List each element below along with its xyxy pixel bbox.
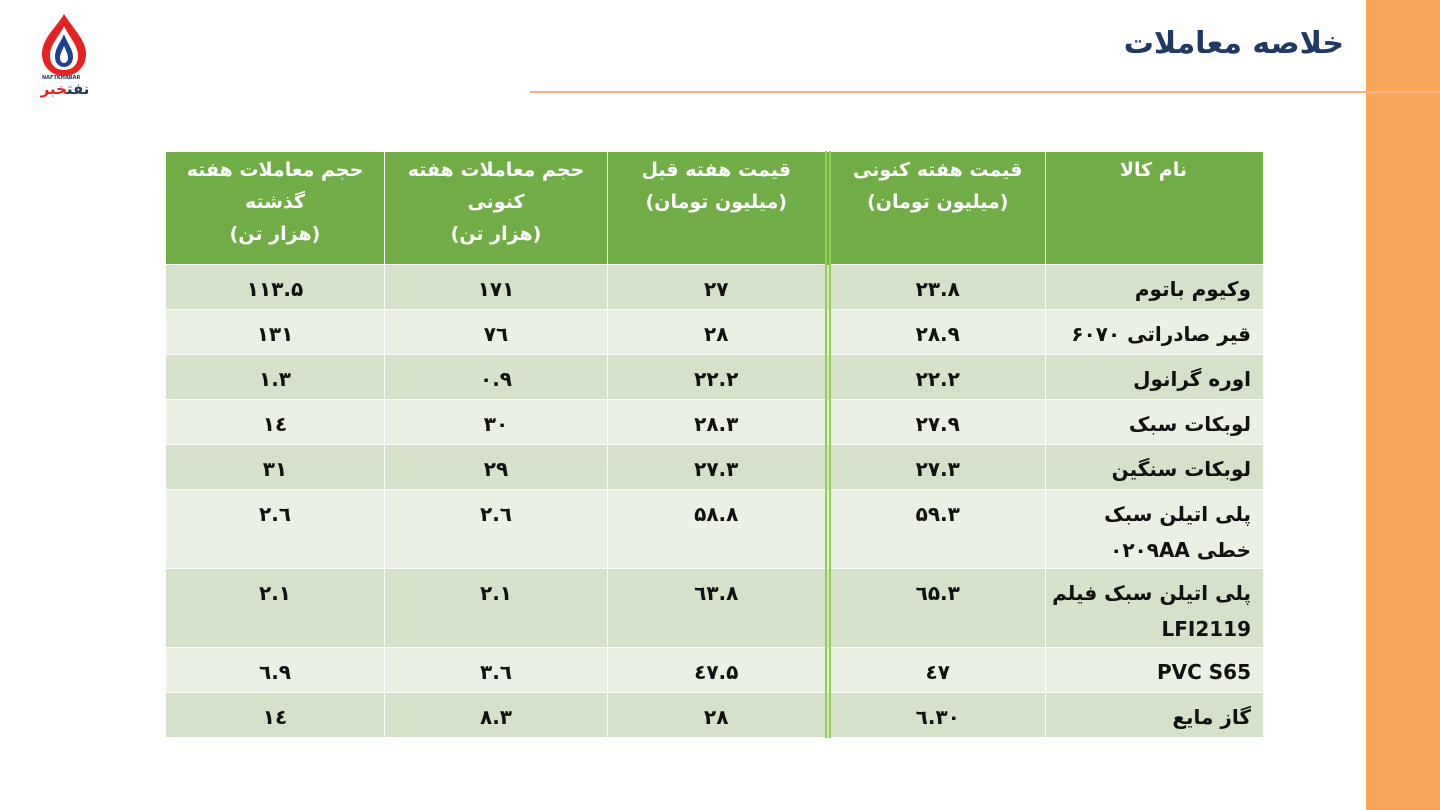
cell-volume-current: ٦.۲ — [385, 490, 608, 569]
logo-text-part1: نفت — [66, 80, 90, 98]
cell-volume-previous: ۱٤ — [166, 693, 385, 738]
header-line: کنونی — [467, 191, 525, 213]
cell-volume-previous: ۲.۱ — [166, 569, 385, 648]
cell-volume-current: ۳۰ — [385, 400, 608, 445]
table-row — [166, 445, 1264, 490]
cell-product-name: پلی اتیلن سبک خطی ۰۲۰۹AA — [1046, 490, 1264, 569]
table-row — [166, 693, 1264, 738]
accent-side-bar — [1366, 0, 1440, 810]
logo-text-part2: خبر — [40, 80, 67, 98]
cell-product-name: پلی اتیلن سبک فیلم LFI2119 — [1046, 569, 1264, 648]
header-line: (میلیون تومان) — [867, 191, 1009, 213]
flame-icon — [34, 12, 98, 78]
cell-volume-current: ٦.۳ — [385, 648, 608, 693]
cell-price-previous: ۵۸.۸ — [608, 490, 828, 569]
table-row — [166, 400, 1264, 445]
cell-price-current: ۲۷.۳ — [828, 445, 1046, 490]
cell-product-name: قیر صادراتی ۶۰۷۰ — [1046, 310, 1264, 355]
cell-product-name: گاز مایع — [1046, 693, 1264, 738]
table-row — [166, 355, 1264, 400]
cell-volume-current: ۱۷۱ — [385, 265, 608, 310]
header-line: (هزار تن) — [450, 223, 542, 245]
cell-product-name: PVC S65 — [1046, 648, 1264, 693]
header-line: حجم معاملات هفته — [186, 159, 364, 181]
cell-volume-previous: ۳۱ — [166, 445, 385, 490]
cell-price-previous: ۲۲.۲ — [608, 355, 828, 400]
cell-volume-previous: ۱.۳ — [166, 355, 385, 400]
cell-price-previous: ۲۷.۳ — [608, 445, 828, 490]
cell-product-name: لوبکات سبک — [1046, 400, 1264, 445]
header-line: (هزار تن) — [229, 223, 321, 245]
cell-volume-current: ۲۹ — [385, 445, 608, 490]
cell-volume-previous: ۹.٦ — [166, 648, 385, 693]
cell-price-previous: ۲۸ — [608, 310, 828, 355]
cell-price-current: ٦۵.۳ — [828, 569, 1046, 648]
cell-price-current: ۲۳.۸ — [828, 265, 1046, 310]
cell-product-name: وکیوم باتوم — [1046, 265, 1264, 310]
cell-price-current: ٤۷ — [828, 648, 1046, 693]
table-row — [166, 569, 1264, 648]
cell-volume-previous: ٦.۲ — [166, 490, 385, 569]
cell-price-current: ۳۰.٦ — [828, 693, 1046, 738]
cell-volume-current: ۲.۱ — [385, 569, 608, 648]
cell-product-name: لوبکات سنگین — [1046, 445, 1264, 490]
header-product-name — [1046, 152, 1264, 265]
logo-text — [30, 80, 100, 98]
cell-price-current: ۵۹.۳ — [828, 490, 1046, 569]
title-divider — [530, 91, 1440, 93]
header-line: حجم معاملات هفته — [407, 159, 585, 181]
cell-price-current: ۲۸.۹ — [828, 310, 1046, 355]
header-line: (میلیون تومان) — [645, 191, 787, 213]
cell-volume-current: ۷٦ — [385, 310, 608, 355]
cell-volume-previous: ۱۳۱ — [166, 310, 385, 355]
cell-price-previous: ٦۳.۸ — [608, 569, 828, 648]
cell-price-previous: ۲۸ — [608, 693, 828, 738]
cell-price-current: ۲۷.۹ — [828, 400, 1046, 445]
header-line: قیمت هفته قبل — [641, 159, 792, 181]
header-line: نام کالا — [1119, 159, 1187, 181]
table-row — [166, 265, 1264, 310]
header-price-current — [828, 152, 1046, 265]
cell-volume-previous: ۱۱۳.۵ — [166, 265, 385, 310]
header-volume-previous — [166, 152, 385, 265]
cell-volume-previous: ۱٤ — [166, 400, 385, 445]
header-line: قیمت هفته کنونی — [853, 159, 1023, 181]
table-row — [166, 648, 1264, 693]
cell-price-previous: ٤۷.۵ — [608, 648, 828, 693]
table-row — [166, 490, 1264, 569]
table-header-row — [166, 152, 1264, 265]
header-line: گذشته — [245, 191, 305, 213]
cell-volume-current: ۸.۳ — [385, 693, 608, 738]
cell-price-previous: ۲۷ — [608, 265, 828, 310]
table-row — [166, 310, 1264, 355]
header-volume-current — [385, 152, 608, 265]
logo-small-text: NAFTKHABAR — [42, 75, 81, 81]
cell-price-current: ۲۲.۲ — [828, 355, 1046, 400]
cell-product-name: اوره گرانول — [1046, 355, 1264, 400]
header-price-previous — [608, 152, 828, 265]
cell-volume-current: ۰.۹ — [385, 355, 608, 400]
cell-price-previous: ۲۸.۳ — [608, 400, 828, 445]
page-title: خلاصه معاملات — [1123, 26, 1344, 61]
table-body — [166, 265, 1264, 738]
trade-summary-table — [165, 151, 1264, 738]
